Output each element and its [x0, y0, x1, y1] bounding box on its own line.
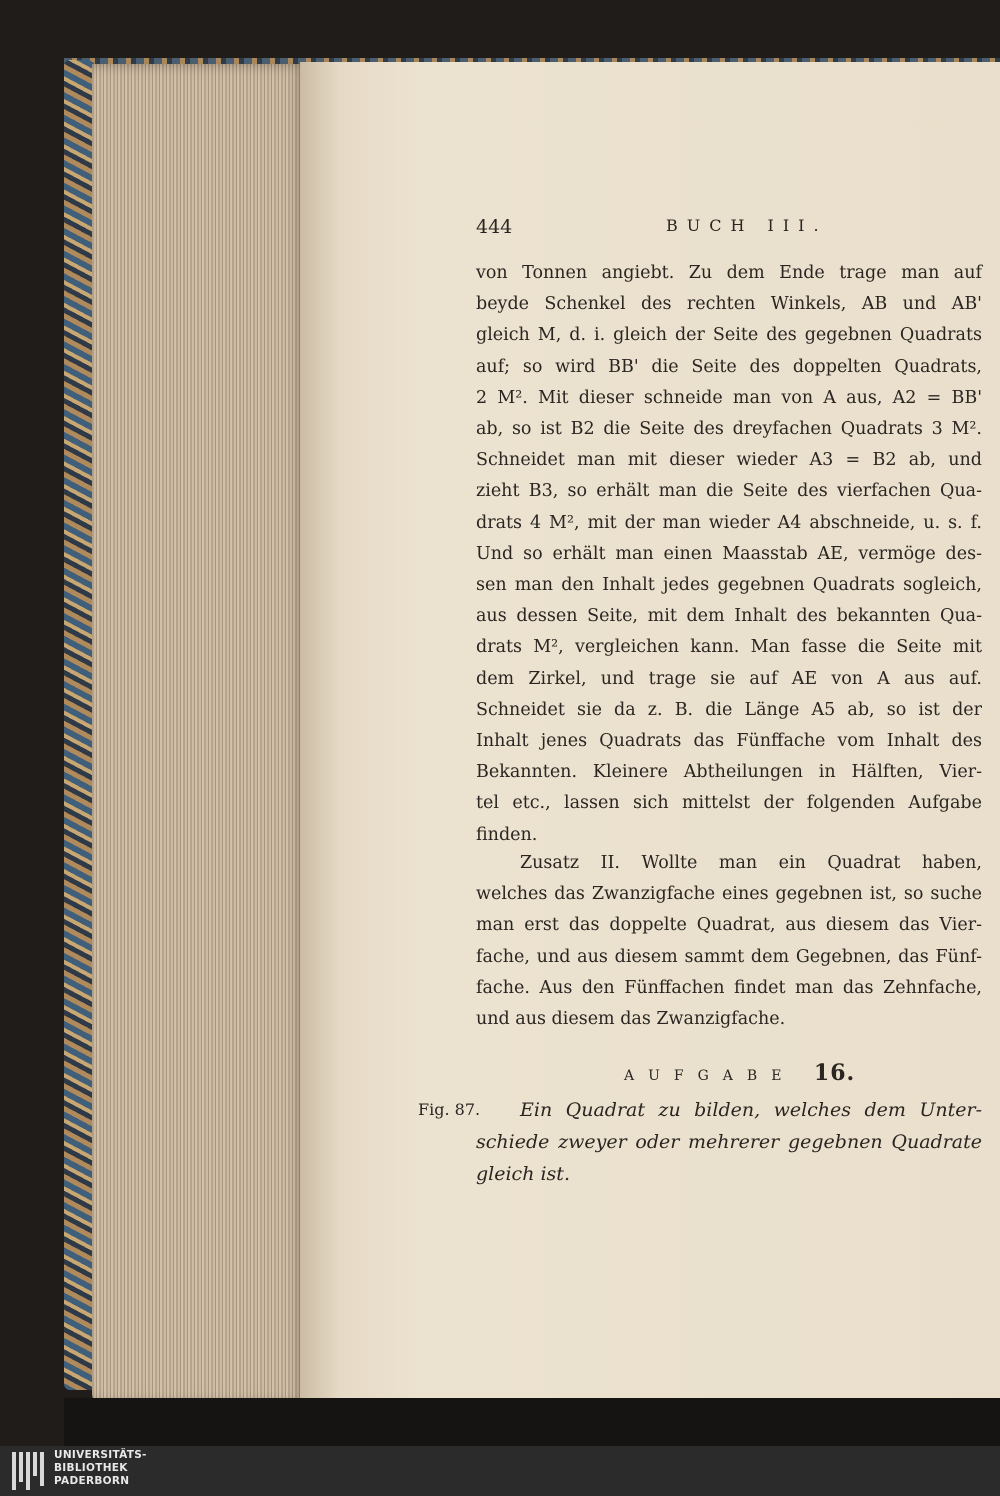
- text-line: ab, so ist B2 die Seite des dreyfachen Quadrats 3 M².: [476, 419, 982, 440]
- text-line: man erst das doppelte Quadrat, aus diesem das Vier-: [476, 915, 982, 936]
- text-line: Schneidet man mit dieser wieder A3 = B2 ab, und: [476, 450, 982, 471]
- figure-reference: Fig. 87.: [418, 1100, 481, 1119]
- text-line: Inhalt jenes Quadrats das Fünffache vom Inhalt des: [476, 731, 982, 752]
- text-line: von Tonnen angiebt. Zu dem Ende trage man auf: [476, 263, 982, 283]
- aufgabe-task: [476, 1094, 982, 1190]
- library-footer: [0, 1446, 1000, 1496]
- text-line: tel etc., lassen sich mittelst der folgenden Aufgabe: [476, 793, 982, 814]
- aufgabe-heading: [624, 1058, 884, 1092]
- text-line: drats M², vergleichen kann. Man fasse die Seite mit: [476, 637, 982, 658]
- text-line: fache. Aus den Fünffachen findet man das Zehnfache,: [476, 977, 982, 998]
- text-line: fache, und aus diesem sammt dem Gegebnen, das Fünf-: [476, 946, 982, 967]
- text-line: Bekannten. Kleinere Abtheilungen in Hälften, Vier-: [476, 762, 982, 783]
- text-line: schiede zweyer oder mehrerer gegebnen Quadrate: [476, 1131, 982, 1153]
- paragraph-1: [476, 258, 982, 851]
- text-line: Zusatz II. Wollte man ein Quadrat haben,: [520, 853, 982, 873]
- page-number: 444: [476, 216, 513, 238]
- text-line: 2 M². Mit dieser schneide man von A aus, A2 = BB': [476, 387, 982, 408]
- text-line: welches das Zwanzigfache eines gegebnen ist, so suche: [476, 884, 982, 905]
- page-edges: [92, 64, 308, 1404]
- library-name: [54, 1449, 147, 1488]
- text-line: drats 4 M², mit der man wieder A4 abschneide, u. s. f.: [476, 512, 982, 533]
- text-line: aus dessen Seite, mit dem Inhalt des bekannten Qua-: [476, 606, 982, 627]
- text-line: beyde Schenkel des rechten Winkels, AB und AB': [476, 294, 982, 315]
- library-name-line: BIBLIOTHEK: [54, 1462, 128, 1474]
- running-title: BUCH III.: [666, 216, 828, 235]
- background-shadow: [64, 1398, 1000, 1446]
- aufgabe-number: 16.: [813, 1060, 856, 1086]
- text-line: gleich ist.: [476, 1163, 570, 1185]
- library-name-line: UNIVERSITÄTS-: [54, 1449, 147, 1461]
- text-line: zieht B3, so erhält man die Seite des vierfachen Qua-: [476, 481, 982, 502]
- text-line: Schneidet sie da z. B. die Länge A5 ab, so ist der: [476, 699, 982, 720]
- marbled-cover-edge: [64, 60, 94, 1390]
- text-line: gleich M, d. i. gleich der Seite des gegebnen Quadrats: [476, 325, 982, 346]
- aufgabe-label: AUFGABE: [624, 1068, 796, 1084]
- text-line: Ein Quadrat zu bilden, welches dem Unter-: [520, 1099, 982, 1121]
- text-line: auf; so wird BB' die Seite des doppelten Quadrats,: [476, 356, 982, 377]
- text-line: und aus diesem das Zwanzigfache.: [476, 1009, 786, 1030]
- running-head: [476, 216, 856, 246]
- text-line: dem Zirkel, und trage sie auf AE von A aus auf.: [476, 668, 982, 689]
- text-line: Und so erhält man einen Maasstab AE, vermöge des-: [476, 543, 982, 564]
- library-name-line: PADERBORN: [54, 1475, 130, 1487]
- library-logo-icon: [12, 1452, 46, 1490]
- text-line: finden.: [476, 824, 538, 845]
- paragraph-2-zusatz: [476, 848, 982, 1035]
- text-line: sen man den Inhalt jedes gegebnen Quadrats sogleich,: [476, 575, 982, 596]
